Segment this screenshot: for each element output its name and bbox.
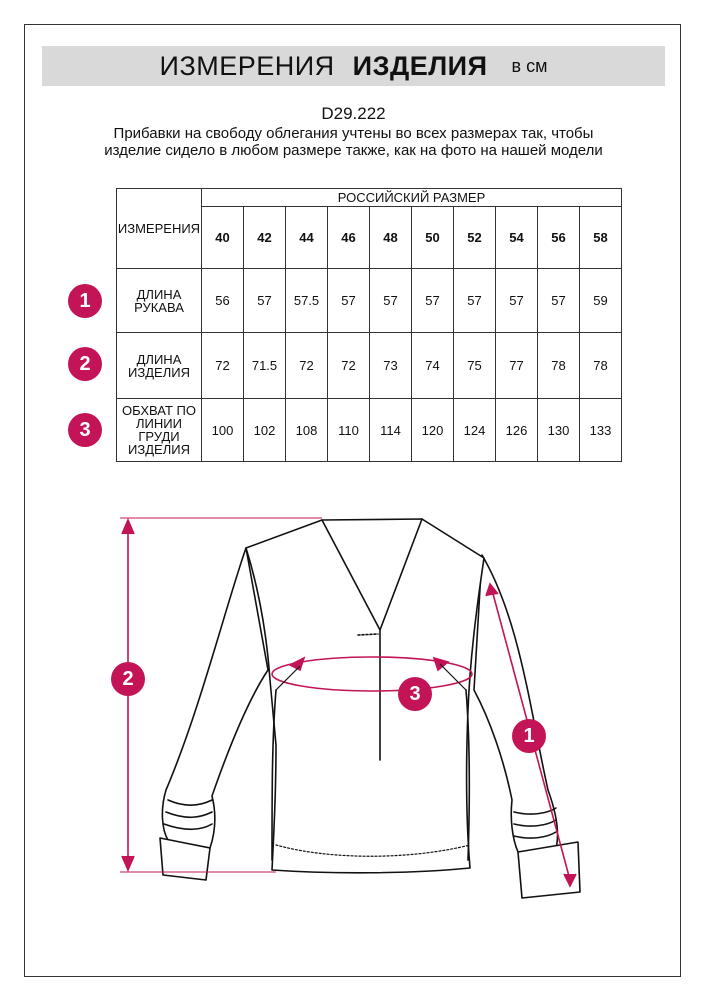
size-cell: 50 [412,207,454,269]
value-cell: 102 [244,399,286,462]
value-cell: 72 [328,333,370,399]
row-label-line: ЛИНИИ [136,416,182,431]
value-cell: 78 [538,333,580,399]
row-label-line: ИЗДЕЛИЯ [128,364,190,380]
header-title: ИЗМЕРЕНИЯ [159,50,335,81]
size-cell: 52 [454,207,496,269]
corner-label: ИЗМЕРЕНИЯ [117,189,202,269]
value-cell: 120 [412,399,454,462]
size-cell: 58 [580,207,622,269]
row-label-line: ДЛИНА [136,351,182,367]
size-cell: 48 [370,207,412,269]
value-cell: 56 [202,269,244,333]
measurement-badge-sleeve: 1 [68,284,102,318]
size-cell: 44 [286,207,328,269]
value-cell: 57 [538,269,580,333]
value-cell: 57 [244,269,286,333]
size-cell: 56 [538,207,580,269]
size-cell: 54 [496,207,538,269]
header-title-bold: ИЗДЕЛИЯ [352,50,488,81]
value-cell: 72 [286,333,328,399]
measurement-badge-chest: 3 [68,413,102,447]
value-cell: 133 [580,399,622,462]
row-label-line: ОБХВАТ ПО [122,403,196,418]
sketch-badge-sleeve: 1 [512,719,546,753]
row-label-line: ИЗДЕЛИЯ [128,442,190,457]
value-cell: 59 [580,269,622,333]
model-code: D29.222 [321,104,386,123]
value-cell: 78 [580,333,622,399]
value-cell: 71.5 [244,333,286,399]
size-cell: 42 [244,207,286,269]
value-cell: 74 [412,333,454,399]
value-cell: 100 [202,399,244,462]
value-cell: 126 [496,399,538,462]
value-cell: 75 [454,333,496,399]
value-cell: 130 [538,399,580,462]
header-unit: в см [511,55,548,76]
row-label-line: ДЛИНА [136,286,182,302]
value-cell: 114 [370,399,412,462]
value-cell: 57 [370,269,412,333]
value-cell: 57 [496,269,538,333]
value-cell: 57 [412,269,454,333]
measurement-badge-length: 2 [68,347,102,381]
value-cell: 124 [454,399,496,462]
value-cell: 57 [454,269,496,333]
row-label-line: ГРУДИ [138,429,180,444]
sketch-badge-chest: 3 [398,677,432,711]
sketch-badge-length: 2 [111,662,145,696]
value-cell: 57 [328,269,370,333]
value-cell: 110 [328,399,370,462]
size-cell: 46 [328,207,370,269]
value-cell: 73 [370,333,412,399]
size-cell: 40 [202,207,244,269]
value-cell: 72 [202,333,244,399]
value-cell: 57.5 [286,269,328,333]
value-cell: 108 [286,399,328,462]
row-label-line: РУКАВА [134,299,184,315]
size-system-label: РОССИЙСКИЙ РАЗМЕР [202,189,622,207]
fit-note: Прибавки на свободу облегания учтены во всех размерах так, чтобы изделие сидело в любом размере также, как на фото на нашей модели [104,125,603,159]
value-cell: 77 [496,333,538,399]
